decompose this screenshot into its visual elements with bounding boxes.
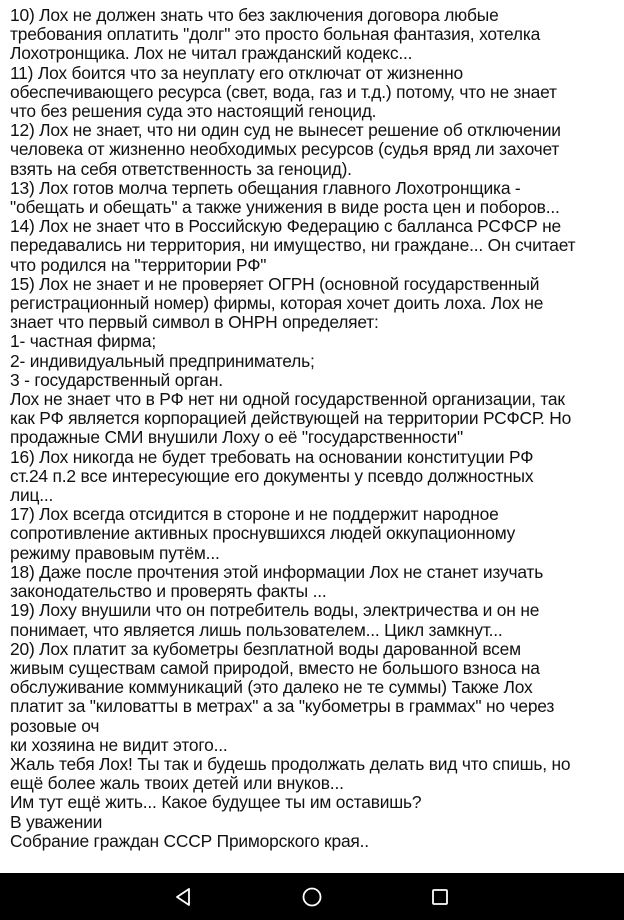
- text-line: человека от жизненно необходимых ресурсов (судья вряд ли захочет: [10, 139, 560, 160]
- text-line: обеспечивающего ресурса (свет, вода, газ и т.д.) потому, что не знает: [10, 81, 557, 102]
- text-line: 3 - государственный орган.: [10, 369, 223, 390]
- home-button[interactable]: [292, 877, 332, 917]
- text-line: платит за "киловатты в метрах" а за "кубометры в граммах" но через: [10, 696, 555, 717]
- text-line: обслуживание коммуникаций (это далеко не те суммы) Также Лох: [10, 677, 533, 698]
- text-line: требования оплатить "долг" это просто больная фантазия, хотелка: [10, 24, 541, 45]
- text-line: взять на себя ответственность за геноцид).: [10, 158, 352, 179]
- text-line: розовые оч: [10, 715, 100, 736]
- text-line: "обещать и обещать" а также унижения в виде роста цен и поборов...: [10, 197, 560, 218]
- text-line: 19) Лоху внушили что он потребитель воды, электричества и он не: [10, 600, 540, 621]
- text-line: регистрационный номер) фирмы, которая хочет доить лоха. Лох не: [10, 293, 544, 314]
- text-line: 14) Лох не знает что в Российскую Федерацию с балланса РСФСР не: [10, 216, 562, 237]
- recents-button[interactable]: [420, 877, 460, 917]
- text-line: 10) Лох не должен знать что без заключения договора любые: [10, 6, 499, 25]
- text-line: Лохотронщика. Лох не читал гражданский кодекс...: [10, 43, 413, 64]
- home-circle-icon: [301, 886, 323, 908]
- recents-square-icon: [430, 887, 450, 907]
- back-triangle-icon: [174, 887, 194, 907]
- text-line: режиму правовым путём...: [10, 542, 220, 563]
- text-line: как РФ является корпорацией действующей на территории РСФСР. Но: [10, 408, 572, 429]
- text-line: лиц...: [10, 485, 54, 506]
- text-line: сопротивление активных проснувшихся людей оккупационному: [10, 523, 516, 544]
- text-line: 13) Лох готов молча терпеть обещания главного Лохотронщика -: [10, 177, 521, 198]
- text-line: 18) Даже после прочтения этой информации Лох не станет изучать: [10, 561, 544, 582]
- text-line: ещё более жаль твоих детей или внуков...: [10, 773, 344, 794]
- text-line: 2- индивидуальный предприниматель;: [10, 350, 315, 371]
- text-line: понимает, что является лишь пользователем... Цикл замкнут...: [10, 619, 503, 640]
- text-line: 17) Лох всегда отсидится в стороне и не поддержит народное: [10, 504, 499, 525]
- text-line: Собрание граждан СССР Приморского края..: [10, 830, 369, 851]
- text-line: 15) Лох не знает и не проверяет ОГРН (основной государственный: [10, 273, 540, 294]
- text-line: 16) Лох никогда не будет требовать на основании конституции РФ: [10, 446, 534, 467]
- text-line: 20) Лох платит за кубометры безплатной воды дарованной всем: [10, 638, 521, 659]
- text-line: живым существам самой природой, вместо не большого взноса на: [10, 657, 540, 678]
- back-button[interactable]: [164, 877, 204, 917]
- text-line: ст.24 п.2 все интересующие его документы у псевдо должностных: [10, 465, 534, 486]
- text-line: законодательство и проверять факты ...: [10, 581, 327, 602]
- text-line: знает что первый символ в ОНРН определяет:: [10, 312, 379, 333]
- text-line: 1- частная фирма;: [10, 331, 156, 352]
- text-line: Им тут ещё жить... Какое будущее ты им оставишь?: [10, 792, 422, 813]
- text-line: В уважении: [10, 811, 103, 832]
- text-document: [10, 6, 616, 872]
- text-line: Лох не знает что в РФ нет ни одной государственной организации, так: [10, 389, 565, 410]
- text-line: Жаль тебя Лох! Ты так и будешь продолжать делать вид что спишь, но: [10, 753, 571, 774]
- android-navigation-bar: [0, 873, 624, 920]
- text-line: продажные СМИ внушили Лоху о её "государственности": [10, 427, 464, 448]
- text-line: что родился на "территории РФ": [10, 254, 267, 275]
- text-line: 12) Лох не знает, что ни один суд не вынесет решение об отключении: [10, 120, 561, 141]
- text-line: передавались ни территория, ни имущество, ни граждане... Он считает: [10, 235, 576, 256]
- text-line: что без решения суда это настоящий геноцид.: [10, 101, 377, 122]
- text-line: ки хозяина не видит этого...: [10, 734, 228, 755]
- text-line: 11) Лох боится что за неуплату его отключат от жизненно: [10, 62, 463, 83]
